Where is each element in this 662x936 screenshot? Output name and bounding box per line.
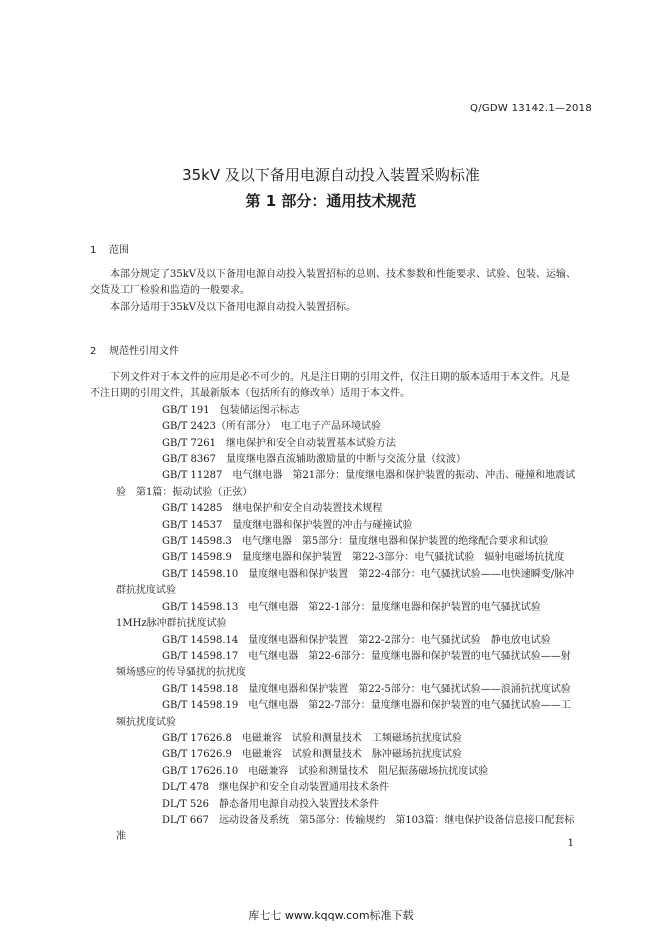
section-number: 1 <box>90 245 97 256</box>
page-number: 1 <box>567 838 574 849</box>
reference-text: GB/T 14598.13 电气继电器 第22-1部分：量度继电器和保护装置的电气骚扰试验 1MHz脉冲群抗扰度试验 <box>116 601 551 630</box>
document-title: 35kV 及以下备用电源自动投入装置采购标准 <box>182 166 480 184</box>
reference-item <box>90 518 578 534</box>
reference-text: GB/T 14598.3 电气继电器 第5部分：量度继电器和保护装置的绝缘配合要求和试验 <box>162 536 549 548</box>
section-number: 2 <box>90 346 97 357</box>
standard-code: Q/GDW 13142.1—2018 <box>470 103 592 114</box>
reference-item <box>90 747 578 763</box>
reference-item <box>90 731 578 747</box>
reference-text: DL/T 667 远动设备及系统 第5部分：传输规约 第103篇：继电保护设备信息接口配套标准 <box>116 814 575 843</box>
reference-item <box>90 468 578 501</box>
reference-text: GB/T 7261 继电保护和安全自动装置基本试验方法 <box>162 437 397 449</box>
reference-item <box>90 501 578 517</box>
section-title: 规范性引用文件 <box>109 346 179 357</box>
reference-text: GB/T 8367 量度继电器直流辅助激励量的中断与交流分量（纹波） <box>162 454 467 466</box>
reference-text: GB/T 14598.17 电气继电器 第22-6部分：量度继电器和保护装置的电气骚扰试验——射频场感应的传导骚扰的抗扰度 <box>116 650 571 679</box>
reference-item <box>90 764 578 780</box>
footer-watermark: 库七七 www.kqqw.com标准下载 <box>248 909 414 922</box>
paragraph: 本部分适用于35kV及以下备用电源自动投入装置招标。 <box>110 301 357 313</box>
section-2-body <box>90 370 578 846</box>
reference-item <box>90 567 578 600</box>
reference-item <box>90 813 578 846</box>
reference-item <box>90 633 578 649</box>
section-1-body <box>90 267 578 316</box>
reference-item <box>90 534 578 550</box>
reference-text: GB/T 14598.9 量度继电器和保护装置 第22-3部分：电气骚扰试验 辐射电磁场抗扰度 <box>162 552 565 564</box>
document-subtitle: 第 1 部分：通用技术规范 <box>245 192 417 210</box>
reference-text: GB/T 17626.8 电磁兼容 试验和测量技术 工频磁场抗扰度试验 <box>162 732 462 744</box>
reference-item <box>90 452 578 468</box>
reference-item <box>90 419 578 435</box>
reference-text: GB/T 14598.18 量度继电器和保护装置 第22-5部分：电气骚扰试验——浪涌抗扰度试验 <box>162 683 571 695</box>
reference-text: GB/T 17626.9 电磁兼容 试验和测量技术 脉冲磁场抗扰度试验 <box>162 749 462 761</box>
reference-item <box>90 550 578 566</box>
reference-item <box>90 698 578 731</box>
reference-item <box>90 682 578 698</box>
reference-text: GB/T 14285 继电保护和安全自动装置技术规程 <box>162 503 383 515</box>
section-1-heading <box>90 241 129 256</box>
reference-item <box>90 403 578 419</box>
reference-text: GB/T 14598.10 量度继电器和保护装置 第22-4部分：电气骚扰试验——电快速瞬变/脉冲群抗扰度试验 <box>116 568 575 597</box>
reference-text: GB/T 17626.10 电磁兼容 试验和测量技术 阻尼振荡磁场抗扰度试验 <box>162 765 489 777</box>
section-2-heading <box>90 342 179 357</box>
reference-text: DL/T 478 继电保护和安全自动装置通用技术条件 <box>162 782 389 794</box>
reference-item <box>90 797 578 813</box>
reference-text: GB/T 11287 电气继电器 第21部分：量度继电器和保护装置的振动、冲击、碰撞和地震试验 第1篇：振动试验（正弦） <box>116 470 576 498</box>
paragraph: 本部分规定了35kV及以下备用电源自动投入装置招标的总则、技术参数和性能要求、试验、包装、运输、交货及工厂检验和监造的一般要求。 <box>90 269 577 297</box>
reference-text: DL/T 526 静态备用电源自动投入装置技术条件 <box>162 798 379 810</box>
paragraph: 下列文件对于本文件的应用是必不可少的。凡是注日期的引用文件，仅注日期的版本适用于本文件。凡是不注日期的引用文件，其最新版本（包括所有的修改单）适用于本文件。 <box>90 372 570 400</box>
reference-item <box>90 780 578 796</box>
reference-text: GB/T 2423（所有部分） 电工电子产品环境试验 <box>162 421 382 433</box>
section-title: 范围 <box>109 245 129 256</box>
reference-text: GB/T 14598.14 量度继电器和保护装置 第22-2部分：电气骚扰试验 静电放电试验 <box>162 634 551 646</box>
reference-text: GB/T 14598.19 电气继电器 第22-7部分：量度继电器和保护装置的电气骚扰试验——工频抗扰度试验 <box>116 700 571 728</box>
reference-item <box>90 649 578 682</box>
reference-item <box>90 600 578 633</box>
reference-text: GB/T 14537 量度继电器和保护装置的冲击与碰撞试验 <box>162 519 413 531</box>
reference-text: GB/T 191 包装储运图示标志 <box>162 404 300 416</box>
reference-item <box>90 436 578 452</box>
